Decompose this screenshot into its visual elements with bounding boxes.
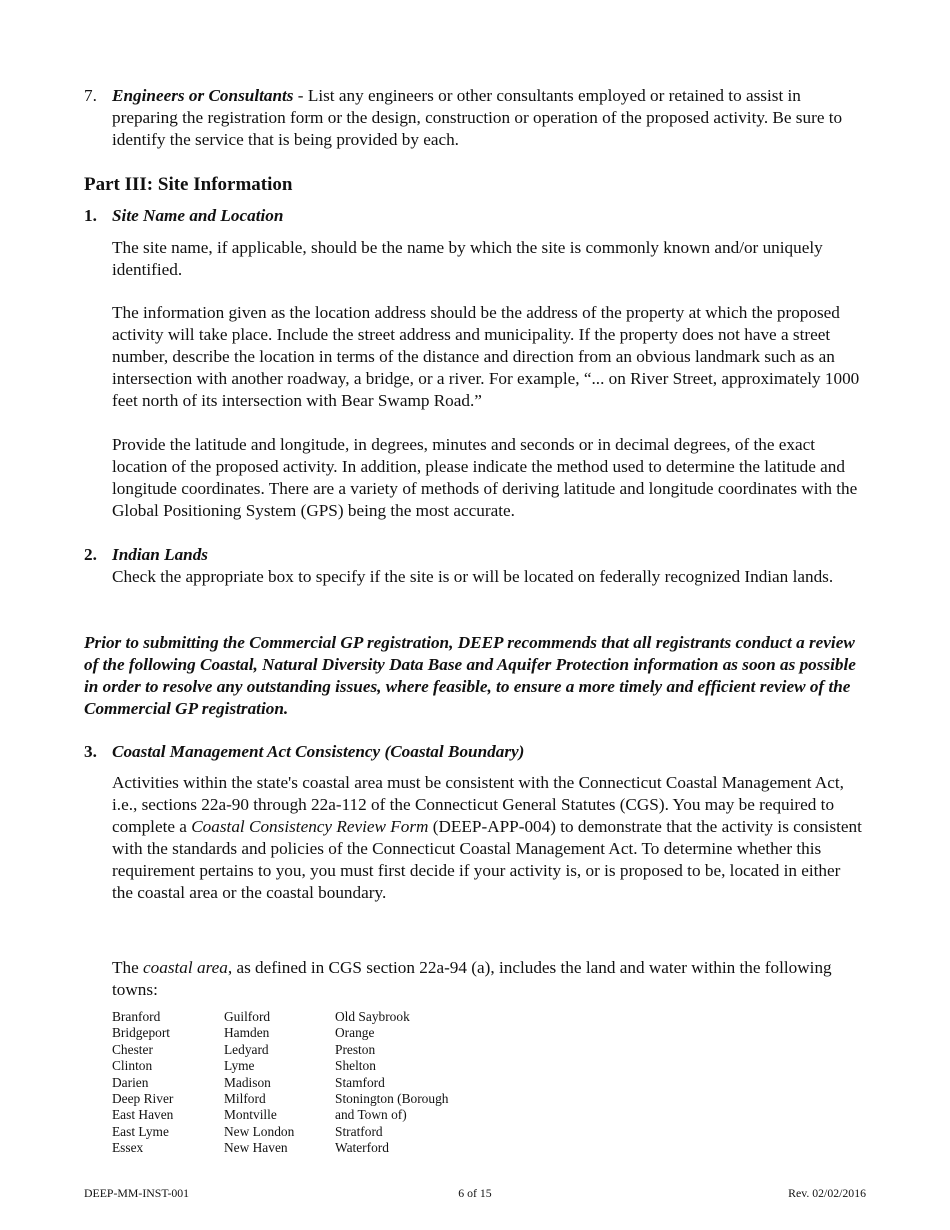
town: Stonington (Borough <box>335 1091 449 1107</box>
town: Waterford <box>335 1140 389 1156</box>
town: East Lyme <box>112 1123 169 1139</box>
town: Branford <box>112 1009 161 1024</box>
town: New London <box>224 1123 295 1139</box>
coastal-consistency-form-name: Coastal Consistency Review Form <box>191 817 429 836</box>
item-3-title: Coastal Management Act Consistency (Coastal Boundary) <box>112 742 525 761</box>
town: Stamford <box>335 1074 385 1090</box>
item-3-para-1 <box>112 772 864 904</box>
part-3-heading: Part III: Site Information <box>84 174 293 195</box>
item-1-para-1: The site name, if applicable, should be the name by which the site is commonly known and/or uniquely identified. <box>112 238 823 279</box>
item-3-para-2 <box>112 957 864 1001</box>
town: Stratford <box>335 1123 383 1139</box>
town: and Town of) <box>335 1107 407 1123</box>
coastal-area-term: coastal area <box>143 958 228 977</box>
town: Guilford <box>224 1009 271 1024</box>
town: Hamden <box>224 1025 270 1041</box>
item-3-number: 3. <box>84 742 97 761</box>
item-1-number: 1. <box>84 206 97 225</box>
review-notice: Prior to submitting the Commercial GP registration, DEEP recommends that all registrants conduct a review of the following Coastal, Natural Diversity Data Base and Aquifer Protection information as soon as possible in order to resolve any outstanding issues, where feasible, to ensure a more timely and efficient review of the Commercial GP registration. <box>84 633 856 718</box>
town: Deep River <box>112 1091 174 1107</box>
item-3-para-1-text-a: Activities within the state's coastal area must be consistent with the Connecticut Coastal Management Act, i.e., sections 22a-90 through 22a-112 of the Connecticut General Statutes (CGS). You may be required to complete a <box>112 773 844 836</box>
item-1-title: Site Name and Location <box>112 206 284 225</box>
town: Preston <box>335 1041 376 1057</box>
town: Chester <box>112 1041 153 1057</box>
town: Milford <box>224 1091 266 1107</box>
towns-column-3 <box>335 1009 448 1157</box>
item-3-para-2-text-a: The <box>112 958 144 977</box>
item-2-text: Check the appropriate box to specify if the site is or will be located on federally recognized Indian lands. <box>112 567 834 586</box>
item-1-para-2: The information given as the location address should be the address of the property at which the proposed activity will take place. Include the street address and municipality. If the property does not have a street number, describe the location in terms of the distance and direction from an obvious landmark such as an intersection with another roadway, a bridge, or a river. For example, “... on River Street, approximately 1000 feet north of its intersection with Bear Swamp Road.” <box>112 303 860 410</box>
footer-revision: Rev. 02/02/2016 <box>788 1186 866 1200</box>
towns-column-1 <box>112 1009 173 1157</box>
town: East Haven <box>112 1107 174 1123</box>
item-7-title: Engineers or Consultants <box>112 86 294 105</box>
towns-column-2 <box>224 1009 294 1157</box>
town: Lyme <box>224 1058 255 1074</box>
town: Essex <box>112 1140 144 1156</box>
town: Montville <box>224 1107 277 1123</box>
item-3-para-2-text-b: , as defined in CGS section 22a-94 (a), includes the land and water within the following towns: <box>112 958 832 999</box>
item-3-para-1-text-b: (DEEP-APP-004) to demonstrate that the activity is consistent with the standards and policies of the Connecticut Coastal Management Act. To determine whether this requirement pertains to you, you must first decide if your activity is, or is proposed to be, located in either the coastal area or the coastal boundary. <box>112 817 862 902</box>
town: Bridgeport <box>112 1025 171 1041</box>
footer-doc-id: DEEP-MM-INST-001 <box>84 1186 190 1200</box>
town: Old Saybrook <box>335 1009 410 1024</box>
item-7-number: 7. <box>84 86 97 105</box>
town: Clinton <box>112 1058 153 1074</box>
item-2-title: Indian Lands <box>112 545 208 564</box>
item-1-para-3: Provide the latitude and longitude, in degrees, minutes and seconds or in decimal degrees, of the exact location of the proposed activity. In addition, please indicate the method used to determine the latitude and longitude coordinates. There are a variety of methods of deriving latitude and longitude coordinates with the Global Positioning System (GPS) being the most accurate. <box>112 435 858 520</box>
item-2-number: 2. <box>84 545 97 564</box>
town: New Haven <box>224 1140 288 1156</box>
item-7-body <box>112 85 864 151</box>
town: Ledyard <box>224 1041 269 1057</box>
town: Darien <box>112 1074 149 1090</box>
town: Madison <box>224 1074 271 1090</box>
town: Shelton <box>335 1058 376 1074</box>
town: Orange <box>335 1025 375 1041</box>
footer-page-number: 6 of 15 <box>458 1186 492 1200</box>
item-7-text: - List any engineers or other consultants employed or retained to assist in preparing the registration form or the design, construction or operation of the proposed activity. Be sure to identify the service that is being provided by each. <box>112 86 843 149</box>
